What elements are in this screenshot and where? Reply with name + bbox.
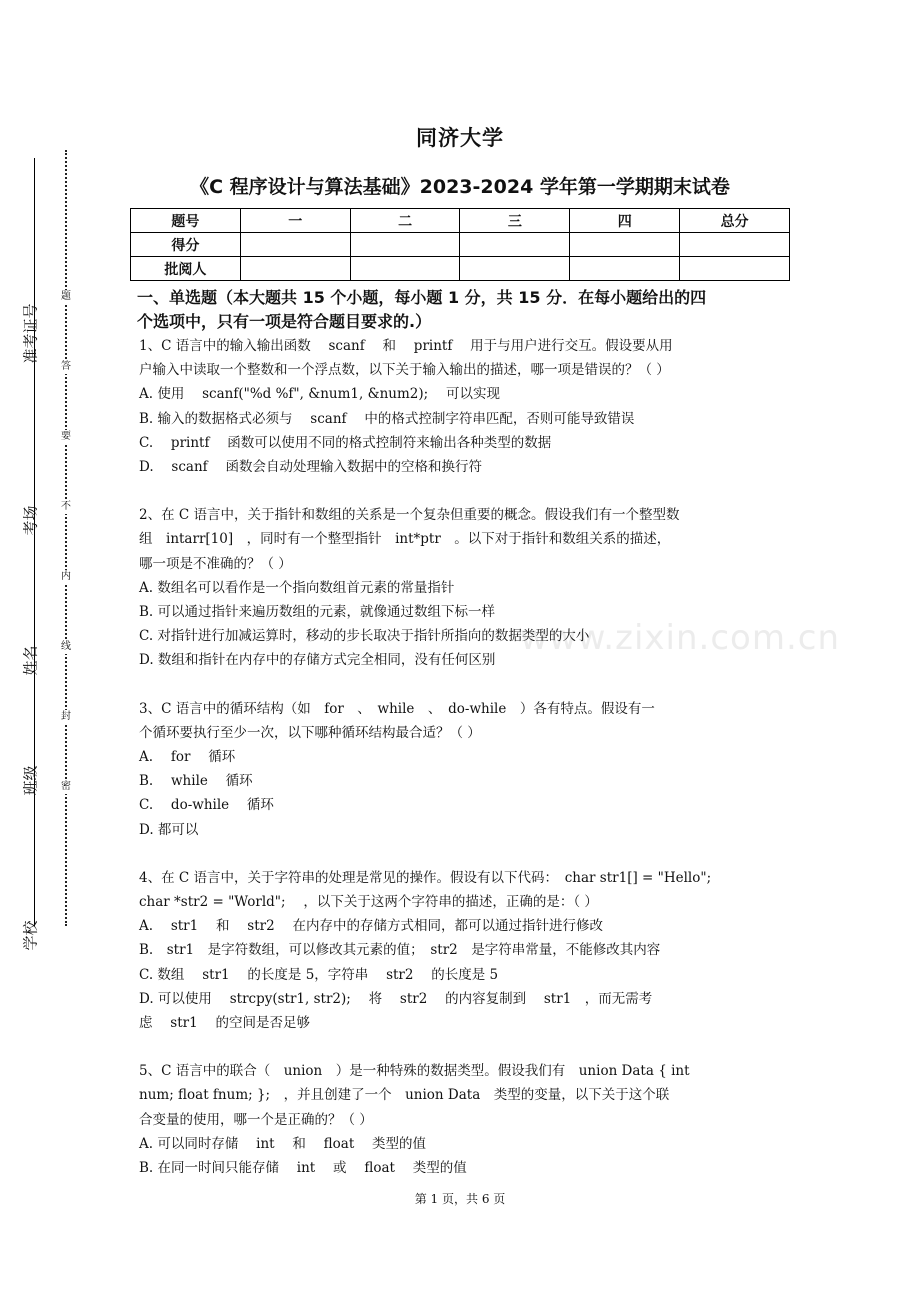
section-heading: 一、单选题（本大题共 15 个小题，每小题 1 分，共 15 分．在每小题给出的四 [137, 288, 707, 307]
question-text: 组 intarr[10] ，同时有一个整型指针 int*ptr 。以下对于指针和数组关系的描述， [139, 531, 671, 548]
score-cell[interactable] [460, 233, 570, 257]
grader-cell[interactable] [460, 257, 570, 281]
score-cell[interactable] [350, 233, 460, 257]
option-d: D. 都可以 [139, 821, 199, 838]
question-3 [139, 697, 809, 842]
option-a: A. 可以同时存储 int 和 float 类型的值 [139, 1135, 427, 1152]
question-text: 1、C 语言中的输入输出函数 scanf 和 printf 用于与用户进行交互。假设要从用 [139, 338, 673, 354]
table-row [131, 209, 790, 233]
page-footer: 第 1 页，共 6 页 [414, 1192, 506, 1206]
question-2 [139, 503, 809, 672]
question-text: 5、C 语言中的联合（ union ）是一种特殊的数据类型。假设我们有 union Data { int [139, 1063, 690, 1080]
grader-cell[interactable] [680, 257, 790, 281]
question-1 [139, 334, 809, 479]
option-a: A. for 循环 [139, 749, 236, 766]
seal-char: 线 [61, 641, 71, 652]
question-text: 合变量的使用，哪一个是正确的？（ ） [139, 1111, 373, 1128]
seal-char: 要 [61, 431, 71, 442]
question-text: 个循环要执行至少一次，以下哪种循环结构最合适？（ ） [139, 724, 481, 741]
class-label: 班级 [21, 765, 40, 796]
watermark: www.zixin.com.cn [520, 618, 840, 658]
question-text: 户输入中读取一个整数和一个浮点数，以下关于输入输出的描述，哪一项是错误的？（ ） [139, 362, 670, 379]
option-b: B. while 循环 [139, 773, 253, 790]
option-d-continued: 虑 str1 的空间是否足够 [139, 1015, 310, 1032]
question-text: 哪一项是不准确的？（ ） [139, 555, 292, 572]
seal-char: 内 [61, 571, 71, 582]
row-label: 题号 [131, 209, 241, 233]
question-text: 3、C 语言中的循环结构（如 for 、 while 、 do-while ）各有特点。假设有一 [139, 700, 655, 717]
binding-line [34, 158, 35, 926]
table-row [131, 257, 790, 281]
grader-cell[interactable] [240, 257, 350, 281]
table-row [131, 233, 790, 257]
score-table [130, 208, 790, 281]
column-header: 四 [570, 209, 680, 233]
question-text: num; float fnum; }; ，并且创建了一个 union Data 类型的变量，以下关于这个联 [139, 1087, 670, 1104]
option-b: B. 在同一时间只能存储 int 或 float 类型的值 [139, 1160, 467, 1177]
option-b: B. str1 是字符数组，可以修改其元素的值； str2 是字符串常量，不能修改其内容 [139, 942, 661, 959]
seal-char: 密 [61, 781, 71, 792]
option-d: D. 数组和指针在内存中的存储方式完全相同，没有任何区别 [139, 652, 496, 669]
seal-char: 答 [61, 361, 71, 372]
exam-room-label: 考场 [21, 505, 40, 536]
option-c: C. printf 函数可以使用不同的格式控制符来输出各种类型的数据 [139, 434, 552, 451]
grader-cell[interactable] [350, 257, 460, 281]
grader-cell[interactable] [570, 257, 680, 281]
option-b: B. 输入的数据格式必须与 scanf 中的格式控制字符串匹配，否则可能导致错误 [139, 410, 635, 427]
school-label: 学校 [21, 920, 40, 951]
option-c: C. 数组 str1 的长度是 5，字符串 str2 的长度是 5 [139, 966, 499, 983]
exam-content [139, 286, 809, 1180]
column-header: 三 [460, 209, 570, 233]
section-heading: 个选项中，只有一项是符合题目要求的.） [137, 312, 432, 331]
seal-char: 不 [61, 501, 71, 512]
option-b: B. 可以通过指针来遍历数组的元素，就像通过数组下标一样 [139, 604, 496, 621]
university-title: 同济大学 [416, 126, 504, 150]
option-a: A. str1 和 str2 在内存中的存储方式相同，都可以通过指针进行修改 [139, 918, 603, 935]
score-cell[interactable] [680, 233, 790, 257]
option-c: C. do-while 循环 [139, 797, 274, 814]
option-d: D. scanf 函数会自动处理输入数据中的空格和换行符 [139, 459, 482, 476]
question-5 [139, 1059, 809, 1180]
exam-number-label: 准考证号 [21, 303, 40, 364]
column-header: 二 [350, 209, 460, 233]
score-cell[interactable] [240, 233, 350, 257]
row-label: 批阅人 [131, 257, 241, 281]
option-c: C. 对指针进行加减运算时，移动的步长取决于指针所指向的数据类型的大小 [139, 628, 590, 645]
seal-dotted-line [65, 150, 67, 926]
option-a: A. 使用 scanf("%d %f", &num1, &num2); 可以实现 [139, 386, 500, 403]
option-d: D. 可以使用 strcpy(str1, str2); 将 str2 的内容复制到 str1 ，而无需考 [139, 990, 653, 1007]
seal-char: 封 [61, 711, 71, 722]
seal-char: 题 [61, 291, 71, 302]
option-a: A. 数组名可以看作是一个指向数组首元素的常量指针 [139, 579, 455, 596]
name-label: 姓名 [21, 645, 40, 676]
question-text: 4、在 C 语言中，关于字符串的处理是常见的操作。假设有以下代码： char str1[] = "Hello"; [139, 869, 712, 886]
question-4 [139, 866, 809, 1035]
exam-title: 《C 程序设计与算法基础》2023-2024 学年第一学期期末试卷 [190, 176, 730, 198]
question-text: 2、在 C 语言中，关于指针和数组的关系是一个复杂但重要的概念。假设我们有一个整型数 [139, 507, 680, 524]
score-cell[interactable] [570, 233, 680, 257]
row-label: 得分 [131, 233, 241, 257]
column-header: 一 [240, 209, 350, 233]
column-header: 总分 [680, 209, 790, 233]
question-text: char *str2 = "World"; ，以下关于这两个字符串的描述，正确的是：（ ） [139, 894, 598, 911]
